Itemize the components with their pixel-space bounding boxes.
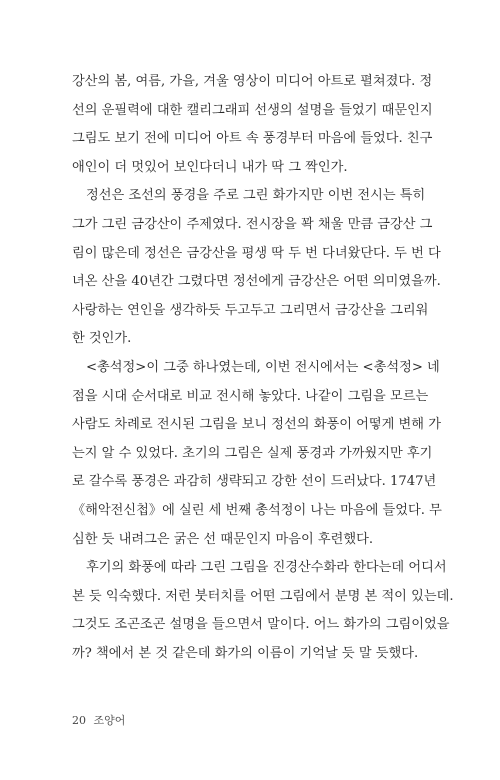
paragraph [72, 554, 454, 668]
paragraph [72, 354, 442, 554]
page-number: 20 [72, 714, 86, 727]
text-line: 강산의 봄, 여름, 가을, 겨울 영상이 미디어 아트로 펼쳐졌다. 정 [72, 74, 433, 89]
text-line: <총석정>이 그중 하나였는데, 이번 전시에서는 <총석정> 네 [86, 359, 440, 375]
page-footer [72, 712, 125, 728]
text-line: 선의 운필력에 대한 캘리그래피 선생의 설명을 들었기 때문인지 [72, 102, 433, 118]
text-line: 로 갈수록 풍경은 과감히 생략되고 강한 선이 드러났다. 1747년 [72, 474, 437, 490]
text-line: 후기의 화풍에 따라 그린 그림을 진경산수화라 한다는데 어디서 [86, 560, 447, 576]
text-line: 림이 많은데 정선은 금강산을 평생 딱 두 번 다녀왔단다. 두 번 다 [72, 245, 441, 261]
text-line: 《해악전신첩》에 실린 세 번째 총석정이 나는 마음에 들었다. 무 [72, 502, 442, 518]
running-author: 조양어 [93, 714, 126, 727]
text-line: 그림도 보기 전에 미디어 아트 속 풍경부터 마음에 들었다. 친구 [72, 131, 433, 147]
text-line: 사랑하는 연인을 생각하듯 두고두고 그리면서 금강산을 그리워 [72, 302, 429, 318]
text-line: 본 듯 익숙했다. 저런 붓터치를 어떤 그림에서 분명 본 적이 있는데. [72, 588, 454, 604]
paragraph [72, 68, 433, 182]
text-line: 그것도 조곤조곤 설명을 들으면서 말이다. 어느 화가의 그림이었을 [72, 617, 450, 633]
text-line: 정선은 조선의 풍경을 주로 그린 화가지만 이번 전시는 특히 [86, 188, 426, 204]
text-line: 사람도 차례로 전시된 그림을 보니 정선의 화풍이 어떻게 변해 가 [72, 417, 441, 433]
paragraph [72, 182, 441, 354]
text-line: 점을 시대 순서대로 비교 전시해 놓았다. 나같이 그림을 모르는 [72, 388, 429, 404]
text-line: 그가 그린 금강산이 주제였다. 전시장을 꽉 채울 만큼 금강산 그 [72, 216, 433, 232]
text-line: 애인이 더 멋있어 보인다더니 내가 딱 그 짝인가. [72, 159, 348, 175]
text-line: 는지 알 수 있었다. 초기의 그림은 실제 풍경과 가까웠지만 후기 [72, 445, 433, 461]
page-body [72, 68, 454, 668]
text-line: 까? 책에서 본 것 같은데 화가의 이름이 기억날 듯 말 듯했다. [72, 645, 419, 661]
text-line: 한 것인가. [72, 331, 132, 347]
text-line: 심한 듯 내려그은 굵은 선 때문인지 마음이 후련했다. [72, 531, 374, 547]
text-line: 녀온 산을 40년간 그렸다면 정선에게 금강산은 어떤 의미였을까. [72, 274, 441, 290]
